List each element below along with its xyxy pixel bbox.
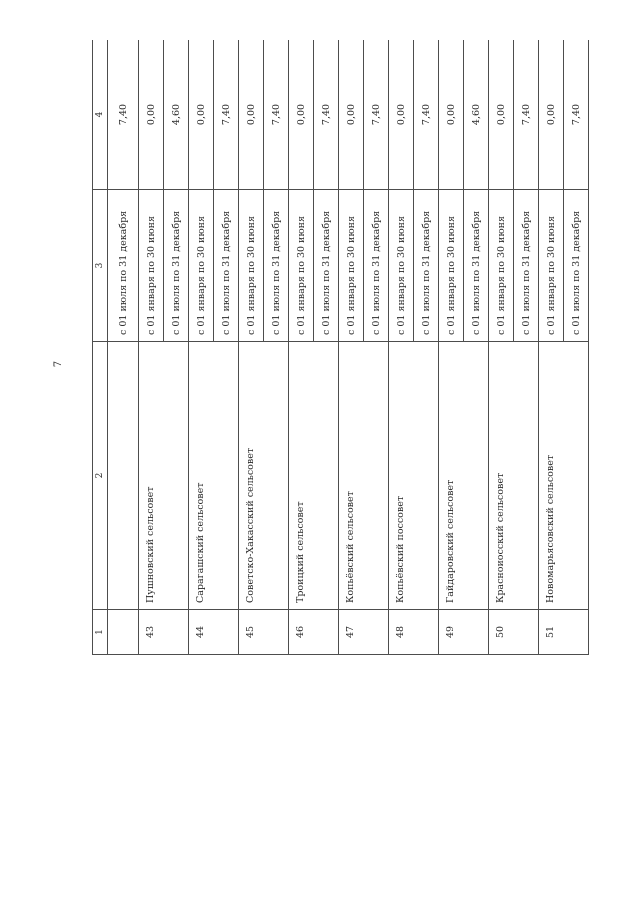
column-number: 4: [93, 40, 108, 190]
table-row: [139, 40, 164, 655]
value-cell: 0,00: [189, 40, 214, 190]
table-row: [239, 40, 264, 655]
period-cell: с 01 июля по 31 декабря: [214, 190, 239, 342]
municipality-name: Копьёвский сельсовет: [339, 342, 389, 610]
period-cell: с 01 июля по 31 декабря: [414, 190, 439, 342]
table-row: [108, 40, 139, 655]
page-number: 7: [53, 360, 64, 368]
period-cell: с 01 января по 30 июня: [389, 190, 414, 342]
value-cell: 7,40: [364, 40, 389, 190]
row-number: 43: [139, 610, 189, 655]
period-cell: с 01 июля по 31 декабря: [108, 190, 139, 342]
value-cell: 4,60: [464, 40, 489, 190]
table-body: [93, 40, 589, 655]
table-row: [539, 40, 564, 655]
value-cell: 0,00: [139, 40, 164, 190]
table-row: [289, 40, 314, 655]
tariff-table: [92, 40, 589, 655]
column-number: 3: [93, 190, 108, 342]
row-number: 48: [389, 610, 439, 655]
table-row: [389, 40, 414, 655]
municipality-name: Советско-Хакасский сельсовет: [239, 342, 289, 610]
period-cell: с 01 января по 30 июня: [289, 190, 314, 342]
column-number: 1: [93, 610, 108, 655]
period-cell: с 01 июля по 31 декабря: [364, 190, 389, 342]
row-number: 44: [189, 610, 239, 655]
municipality-name: Гайдаровский сельсовет: [439, 342, 489, 610]
row-number: 49: [439, 610, 489, 655]
row-number: 45: [239, 610, 289, 655]
municipality-name: [108, 342, 139, 610]
period-cell: с 01 января по 30 июня: [539, 190, 564, 342]
period-cell: с 01 июля по 31 декабря: [314, 190, 339, 342]
period-cell: с 01 января по 30 июня: [439, 190, 464, 342]
value-cell: 0,00: [289, 40, 314, 190]
value-cell: 7,40: [514, 40, 539, 190]
value-cell: 7,40: [264, 40, 289, 190]
municipality-name: Новомарьясовский сельсовет: [539, 342, 589, 610]
period-cell: с 01 июля по 31 декабря: [464, 190, 489, 342]
table-row: [489, 40, 514, 655]
value-cell: 0,00: [489, 40, 514, 190]
row-number: 50: [489, 610, 539, 655]
rotated-table-frame: [92, 40, 592, 655]
municipality-name: Троицкий сельсовет: [289, 342, 339, 610]
row-number: 46: [289, 610, 339, 655]
value-cell: 7,40: [314, 40, 339, 190]
value-cell: 0,00: [239, 40, 264, 190]
row-number: 47: [339, 610, 389, 655]
row-number: 51: [539, 610, 589, 655]
column-number: 2: [93, 342, 108, 610]
column-number-row: [93, 40, 108, 655]
value-cell: 7,40: [214, 40, 239, 190]
period-cell: с 01 января по 30 июня: [339, 190, 364, 342]
value-cell: 0,00: [389, 40, 414, 190]
value-cell: 0,00: [539, 40, 564, 190]
value-cell: 4,60: [164, 40, 189, 190]
municipality-name: Красноиосский сельсовет: [489, 342, 539, 610]
value-cell: 7,40: [414, 40, 439, 190]
period-cell: с 01 января по 30 июня: [189, 190, 214, 342]
table-row: [339, 40, 364, 655]
period-cell: с 01 января по 30 июня: [139, 190, 164, 342]
period-cell: с 01 января по 30 июня: [239, 190, 264, 342]
period-cell: с 01 января по 30 июня: [489, 190, 514, 342]
table-rotator: [92, 40, 592, 655]
period-cell: с 01 июля по 31 декабря: [264, 190, 289, 342]
period-cell: с 01 июля по 31 декабря: [514, 190, 539, 342]
table-row: [439, 40, 464, 655]
municipality-name: Пушновский сельсовет: [139, 342, 189, 610]
period-cell: с 01 июля по 31 декабря: [164, 190, 189, 342]
value-cell: 7,40: [108, 40, 139, 190]
period-cell: с 01 июля по 31 декабря: [564, 190, 589, 342]
municipality-name: Сарагашский сельсовет: [189, 342, 239, 610]
municipality-name: Копьёвский поссовет: [389, 342, 439, 610]
table-row: [189, 40, 214, 655]
row-number: [108, 610, 139, 655]
value-cell: 7,40: [564, 40, 589, 190]
value-cell: 0,00: [439, 40, 464, 190]
value-cell: 0,00: [339, 40, 364, 190]
